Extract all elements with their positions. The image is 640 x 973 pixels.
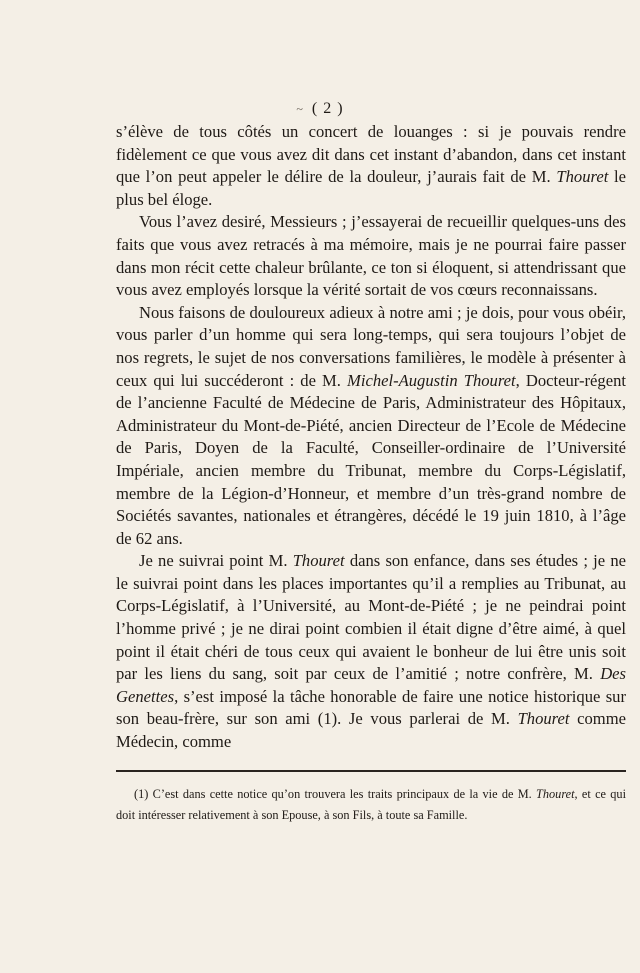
name-thouret: Thouret xyxy=(536,787,575,801)
paragraph-3: Nous faisons de douloureux adieux à notre ami ; je dois, pour vous obéir, vous parler d’un homme qui sera long-temps, qui sera toujours l’objet de nos regrets, le sujet de nos conversations familières, le modèle à présenter à ceux qui lui succéderont : de M. Michel-Augustin Thouret, Docteur-régent de l’ancienne Faculté de Médecine de Paris, Administrateur des Hôpitaux, Administrateur du Mont-de-Piété, ancien Directeur de l’Ecole de Médecine de Paris, Doyen de la Faculté, Conseiller-ordinaire de l’Université Impériale, ancien membre du Tribunat, membre du Corps-Législatif, membre de la Légion-d’Honneur, et membre d’un très-grand nombre de Sociétés savantes, nationales et étrangères, décédé le 19 juin 1810, à l’âge de 62 ans. xyxy=(116,302,626,548)
paragraph-1: s’élève de tous côtés un concert de louanges : si je pouvais rendre fidèlement ce que vous avez dit dans cet instant d’abandon, dans cet instant que l’on peut appeler le délire de la douleur, j’aurais fait de M. Thouret le plus bel éloge. xyxy=(116,122,627,209)
footnote xyxy=(116,784,626,825)
paragraph-2: Vous l’avez desiré, Messieurs ; j’essayerai de recueillir quelques-uns des faits que vous avez retracés à ma mémoire, mais je ne pourrai faire passer dans mon récit cette chaleur brûlante, ce ton si éloquent, si attendrissant que vous avez employés lorsque la vérité sortait de vos cœurs reconnaissans. xyxy=(116,212,626,300)
footnote-1: (1) C’est dans cette notice qu’on trouvera les traits principaux de la vie de M. Thouret, et ce qui doit intéresser relativement à son Epouse, à son Fils, à toute sa Famille. xyxy=(116,787,626,822)
folio-ornament: ~ xyxy=(296,102,304,116)
name-michel-augustin-thouret: Michel-Augustin Thouret xyxy=(347,370,516,390)
name-thouret: Thouret xyxy=(556,167,609,187)
paragraph-4: Je ne suivrai point M. Thouret dans son enfance, dans ses études ; je ne le suivrai point dans les places importantes qu’il a remplies au Tribunat, au Corps-Législatif, à l’Université, au Mont-de-Piété ; je ne peindrai point l’homme privé ; je ne dirai point combien il était digne d’être aimé, à quel point il était chéri de tous ceux qui avaient le bonheur de lui être unis soit par les liens du sang, soit par ceux de l’amitié ; notre confrère, M. Des Genettes, s’est imposé la tâche honorable de faire une notice historique sur son beau-frère, sur son ami (1). Je vous parlerai de M. Thouret comme Médecin, comme xyxy=(116,551,626,752)
name-thouret: Thouret xyxy=(292,551,345,571)
footnote-rule xyxy=(116,770,626,772)
name-des-genettes: Des Genettes xyxy=(116,664,626,706)
name-thouret: Thouret xyxy=(517,709,570,729)
folio-number: ( 2 ) xyxy=(311,100,344,117)
body-text xyxy=(116,121,626,754)
page-number xyxy=(0,100,640,118)
